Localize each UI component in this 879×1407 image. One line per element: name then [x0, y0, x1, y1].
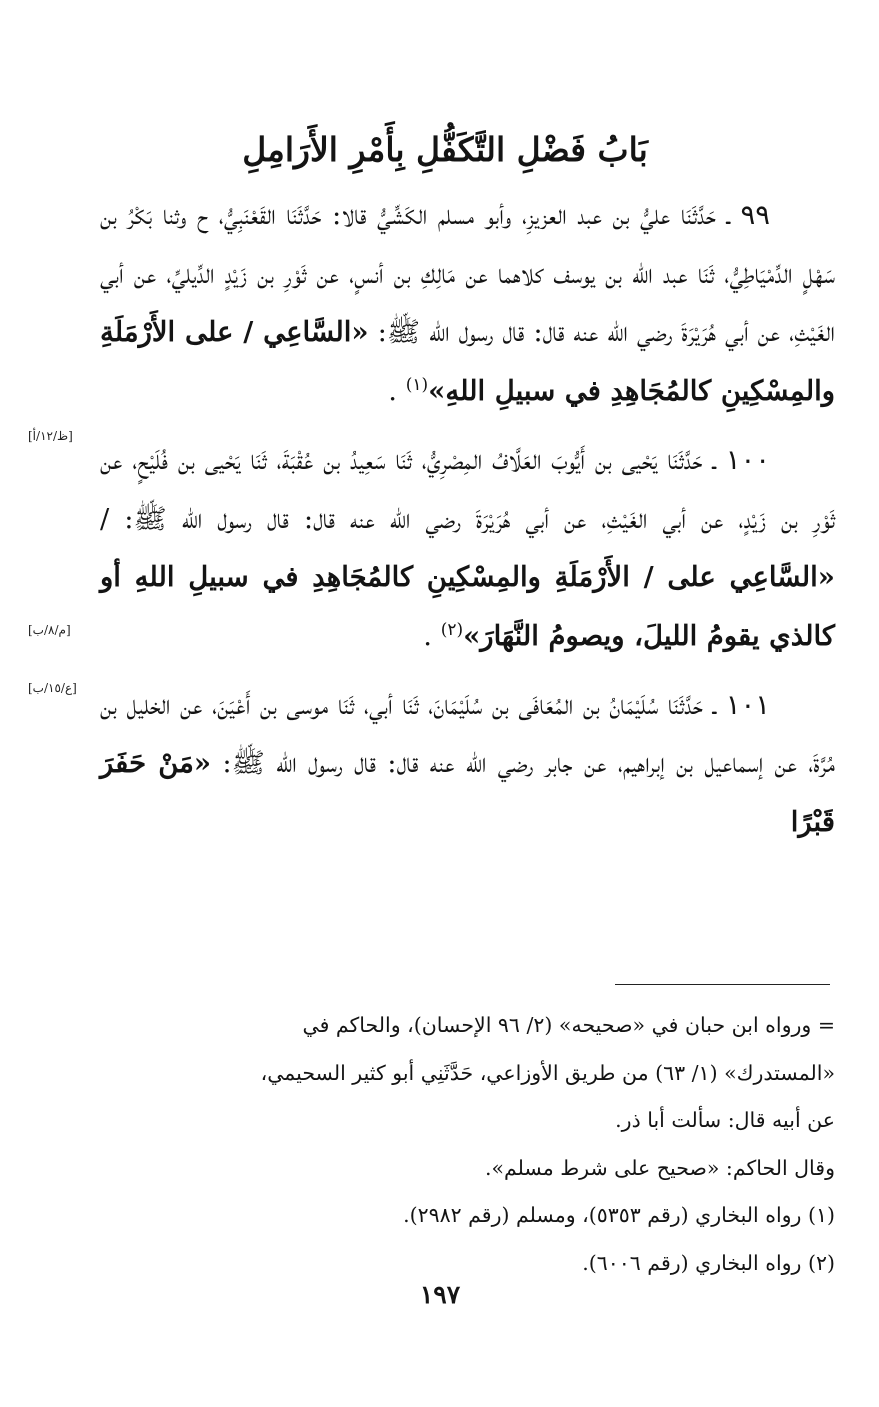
footnotes — [100, 1002, 835, 1287]
hadith-99-end: . — [388, 375, 397, 408]
hadith-99-text: «السَّاعِي / على الأَرْمَلَةِ والمِسْكِينِ كالمُجَاهِدِ في سبيلِ اللهِ» — [100, 316, 835, 408]
footnote-ref-2[interactable]: (٢) — [440, 619, 464, 640]
margin-ref-3: [ع/١٥/ب] — [28, 681, 77, 695]
footnote-line: وقال الحاكم: «صحيح على شرط مسلم». — [484, 1155, 835, 1180]
footnote-ref-1[interactable]: (١) — [405, 374, 429, 395]
footnote-line: = ورواه ابن حبان في «صحيحه» (٢/ ٩٦ الإحسان)، والحاكم في — [302, 1013, 835, 1037]
page-number: ١٩٧ — [419, 1280, 461, 1309]
footnote-line: «المستدرك» (١/ ٦٣) من طريق الأوزاعي، حَدَّثَنِي أبو كثير السحيمي، — [260, 1060, 835, 1085]
margin-ref-1: [ظ/١٢/أ] — [28, 429, 73, 443]
hadith-101 — [100, 676, 835, 852]
footnote-2: (٢) رواه البخاري (رقم ٦٠٠٦). — [582, 1250, 835, 1275]
hadith-99-isnad: ٩٩ ـ حَدَّثَنَا عليُّ بن عبد العزيزِ، وأبو مسلم الكَشِّيُّ قالا: حَدَّثَنَا القَعْنَبِيُّ، ح وثنا بَكْرُ بن سَهْلٍ الدِّمْيَاطِيُّ، ثَنَا عبد الله بن يوسف كلاهما عن مَالِكِ بن أنسٍ، عن ثَوْرِ بن زَيْدٍ الدِّيليِّ، عن أبي الغَيْثِ، عن أبي هُرَيْرَةَ رضي الله عنه قال: قال رسول الله ﷺ: — [100, 199, 835, 349]
hadith-100 — [100, 431, 835, 666]
margin-ref-2: [م/٨/ب] — [28, 623, 71, 637]
hadith-100-text: «السَّاعِي على / الأَرْمَلَةِ والمِسْكِينِ كالمُجَاهِدِ في سبيلِ اللهِ أو كالذي يقومُ الليلَ، ويصومُ النَّهَارَ» — [100, 561, 835, 652]
hadith-101-text: «مَنْ حَفَرَ قَبْرًا — [100, 747, 835, 839]
main-text — [100, 186, 835, 852]
hadith-100-end: . — [423, 619, 432, 652]
footnote-separator — [615, 984, 830, 985]
hadith-101-isnad: ١٠١ ـ حَدَّثَنَا سُلَيْمَانُ بن المُعَافَى بن سُلَيْمَانَ، ثَنَا أبي، ثَنَا موسى بن أَعْيَنَ، عن الخليل بن مُرَّةَ، عن إسماعيل بن إبراهيم، عن جابر رضي الله عنه قال: قال رسول الله ﷺ: — [100, 688, 835, 780]
hadith-99 — [100, 186, 835, 421]
chapter-title: بَابُ فَضْلِ التَّكَفُّلِ بِأَمْرِ الأَرَامِلِ — [242, 130, 648, 169]
footnote-1: (١) رواه البخاري (رقم ٥٣٥٣)، ومسلم (رقم ٢٩٨٢). — [403, 1203, 835, 1227]
hadith-100-isnad: ١٠٠ ـ حَدَّثَنَا يَحْيى بن أَيُّوبَ العَلَّافُ المِصْرِيُّ، ثَنَا سَعِيدُ بن عُقْبَةَ، ثَنَا يَحْيى بن فُلَيْحٍ، عن ثَوْرِ بن زَيْدٍ، عن أبي الغَيْثِ، عن أبي هُرَيْرَةَ رضي الله عنه قال: قال رسول الله ﷺ: / — [100, 443, 835, 535]
footnote-line: عن أبيه قال: سألت أبا ذر. — [615, 1108, 835, 1132]
